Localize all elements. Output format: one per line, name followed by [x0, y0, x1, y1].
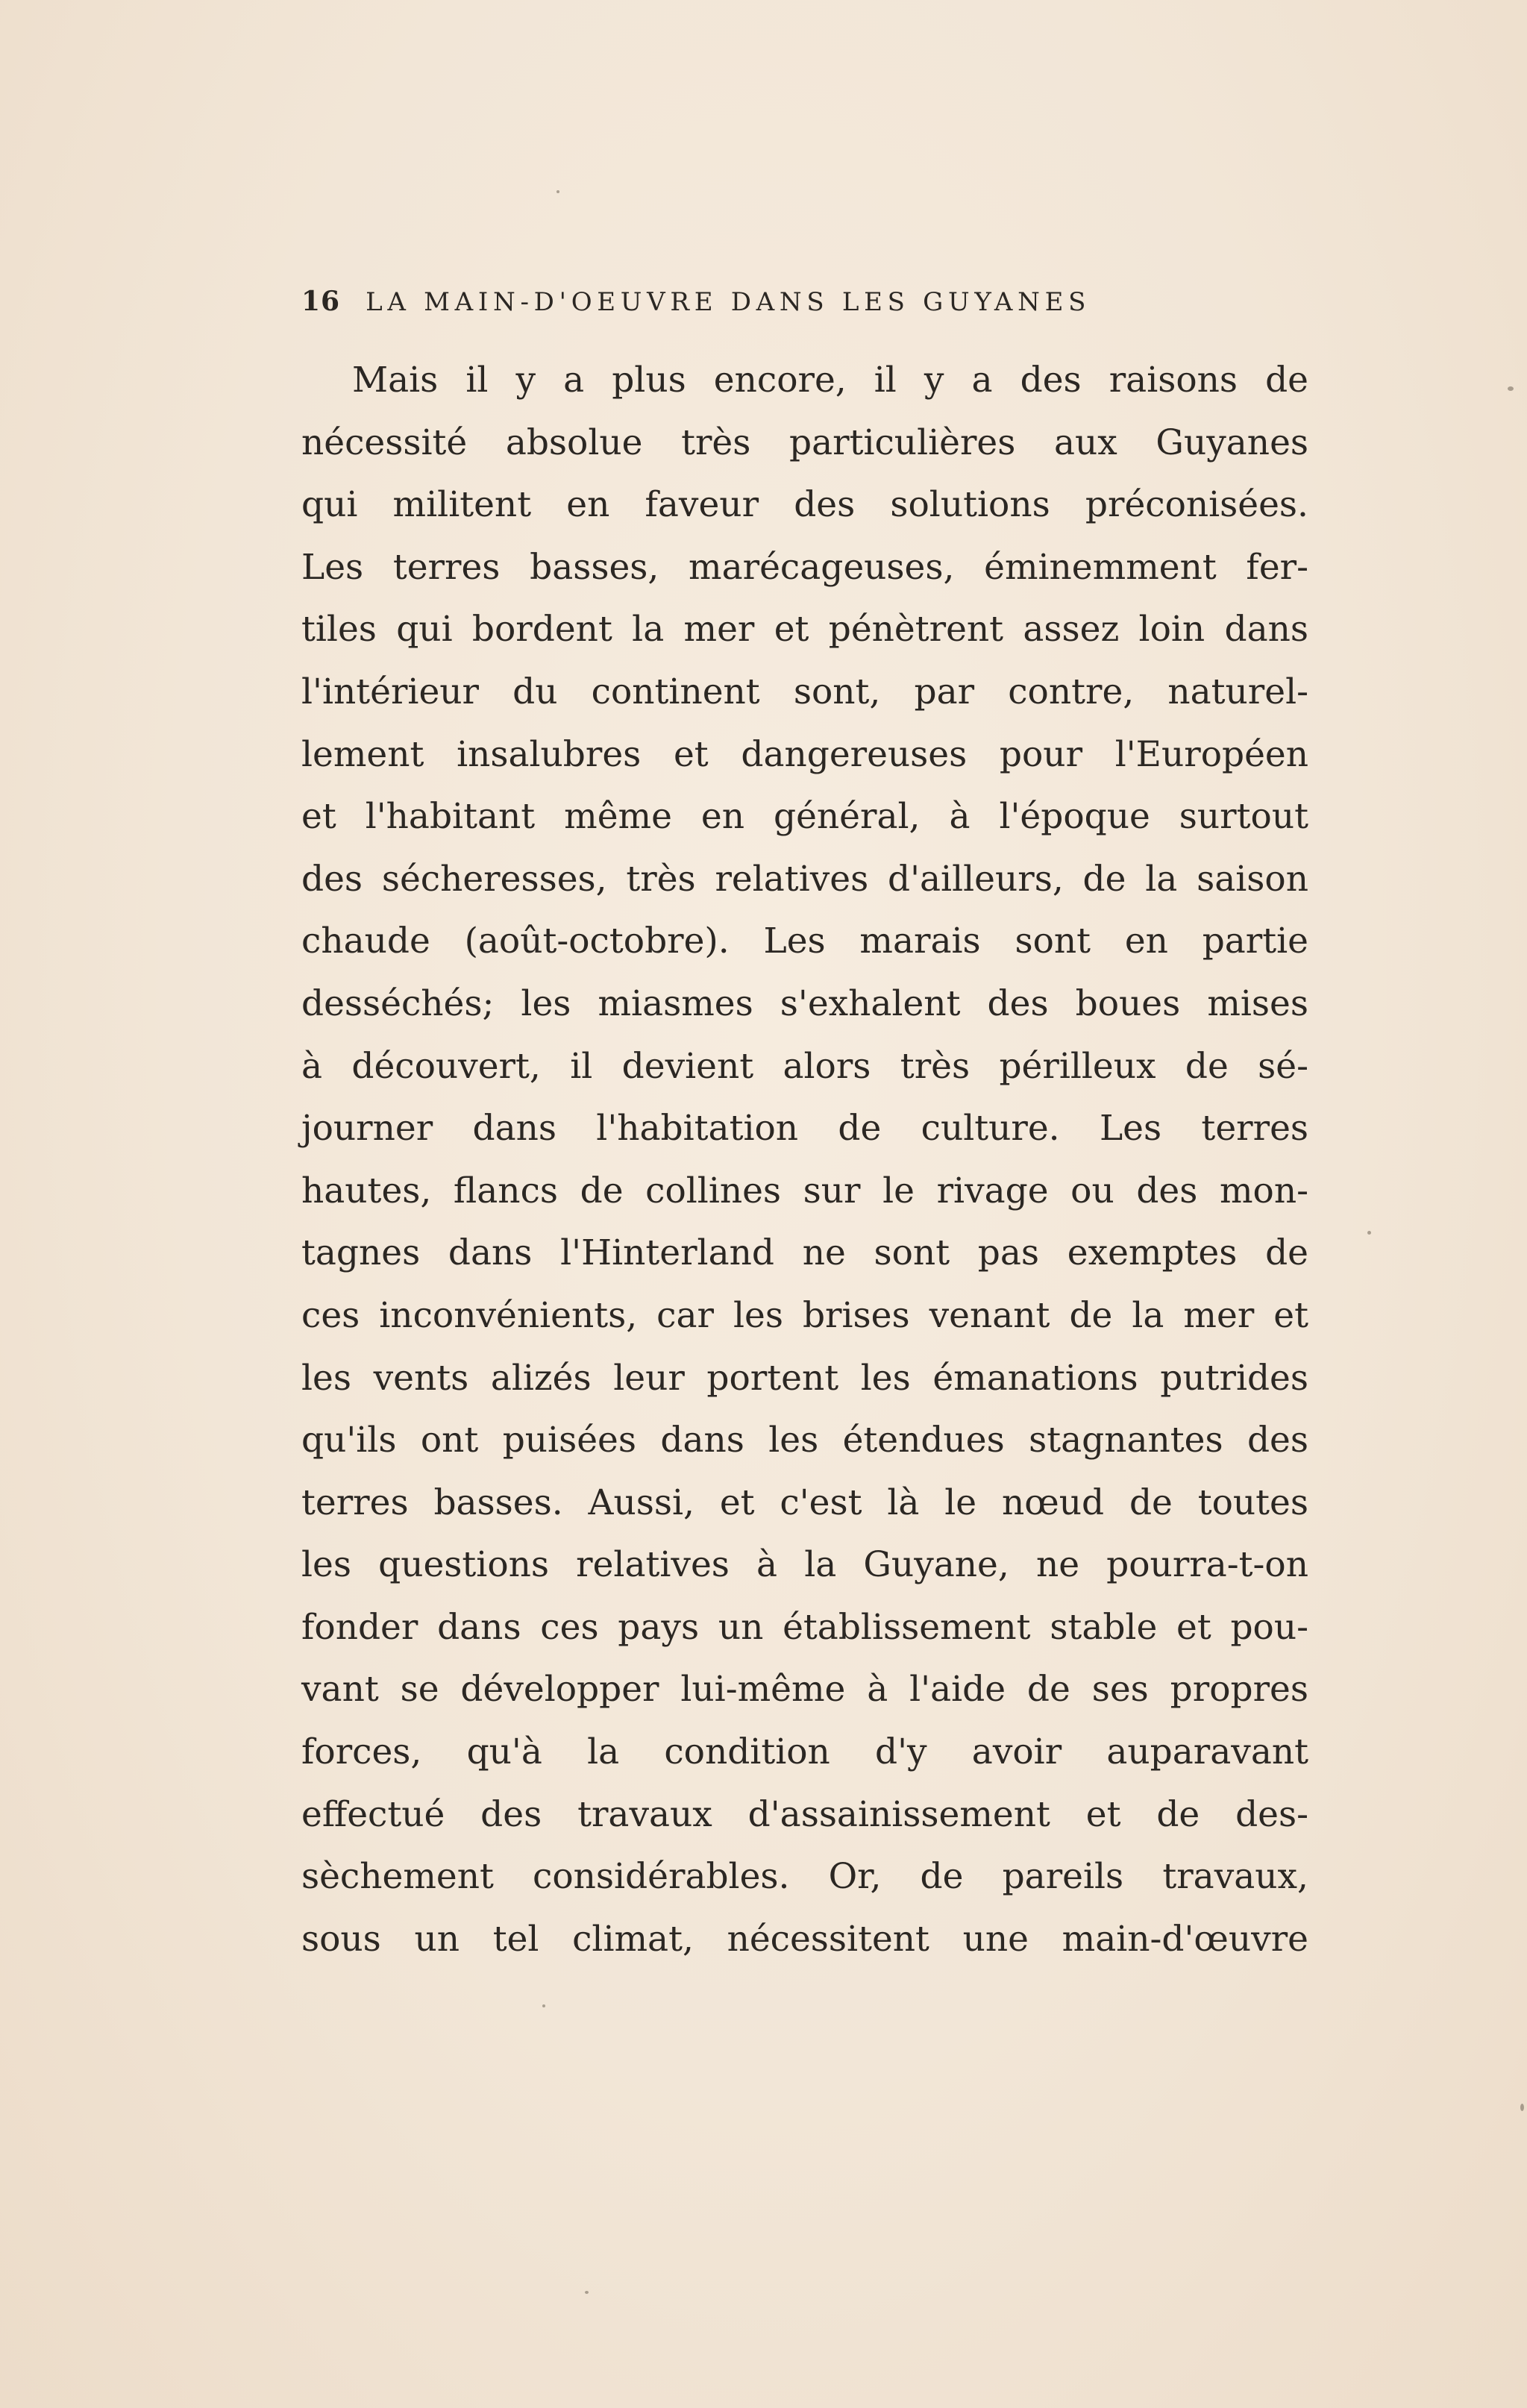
paper-speck: [1508, 386, 1514, 391]
text-line: fonder dans ces pays un établissement stable et pou-: [301, 1606, 1308, 1648]
text-line: des sécheresses, très relatives d'ailleurs, de la saison: [301, 858, 1308, 900]
paper-speck: [585, 2291, 589, 2294]
running-header: [301, 286, 1226, 327]
text-line: desséchés; les miasmes s'exhalent des boues mises: [301, 982, 1308, 1024]
text-line: effectué des travaux d'assainissement et de des-: [301, 1793, 1308, 1835]
text-line: Les terres basses, marécageuses, éminemment fer-: [301, 546, 1308, 588]
text-line: forces, qu'à la condition d'y avoir auparavant: [301, 1731, 1308, 1773]
text-line: sèchement considérables. Or, de pareils travaux,: [301, 1856, 1308, 1898]
text-line: qu'ils ont puisées dans les étendues stagnantes des: [301, 1420, 1308, 1461]
text-line: et l'habitant même en général, à l'époque surtout: [301, 796, 1308, 838]
text-line: l'intérieur du continent sont, par contre, naturel-: [301, 671, 1308, 712]
text-line: nécessité absolue très particulières aux Guyanes: [301, 421, 1308, 463]
text-line: sous un tel climat, nécessitent une main-d'œuvre: [301, 1918, 1308, 1960]
paper-speck: [556, 190, 559, 193]
text-line: hautes, flancs de collines sur le rivage ou des mon-: [301, 1170, 1308, 1211]
text-line: tagnes dans l'Hinterland ne sont pas exemptes de: [301, 1232, 1308, 1274]
text-line: lement insalubres et dangereuses pour l'Européen: [301, 733, 1308, 775]
text-line: les vents alizés leur portent les émanations putrides: [301, 1357, 1308, 1399]
text-line: tiles qui bordent la mer et pénètrent assez loin dans: [301, 609, 1308, 650]
body-text: [301, 349, 1308, 1970]
page-number: 16: [301, 286, 341, 317]
text-line: ces inconvénients, car les brises venant de la mer et: [301, 1294, 1308, 1336]
paper-speck: [1367, 1231, 1371, 1235]
text-line: qui militent en faveur des solutions préconisées.: [301, 484, 1308, 526]
text-line: à découvert, il devient alors très périlleux de sé-: [301, 1045, 1308, 1087]
text-line: terres basses. Aussi, et c'est là le nœud de toutes: [301, 1482, 1308, 1523]
paper-speck: [1520, 2104, 1524, 2111]
running-title: LA MAIN-D'OEUVRE DANS LES GUYANES: [366, 287, 1091, 317]
paper-speck: [542, 2004, 545, 2007]
text-line: vant se développer lui-même à l'aide de ses propres: [301, 1669, 1308, 1711]
text-line: Mais il y a plus encore, il y a des raisons de: [352, 360, 1308, 401]
text-line: journer dans l'habitation de culture. Les terres: [301, 1108, 1308, 1150]
text-line: les questions relatives à la Guyane, ne pourra-t-on: [301, 1544, 1308, 1586]
text-line: chaude (août-octobre). Les marais sont en partie: [301, 921, 1308, 962]
